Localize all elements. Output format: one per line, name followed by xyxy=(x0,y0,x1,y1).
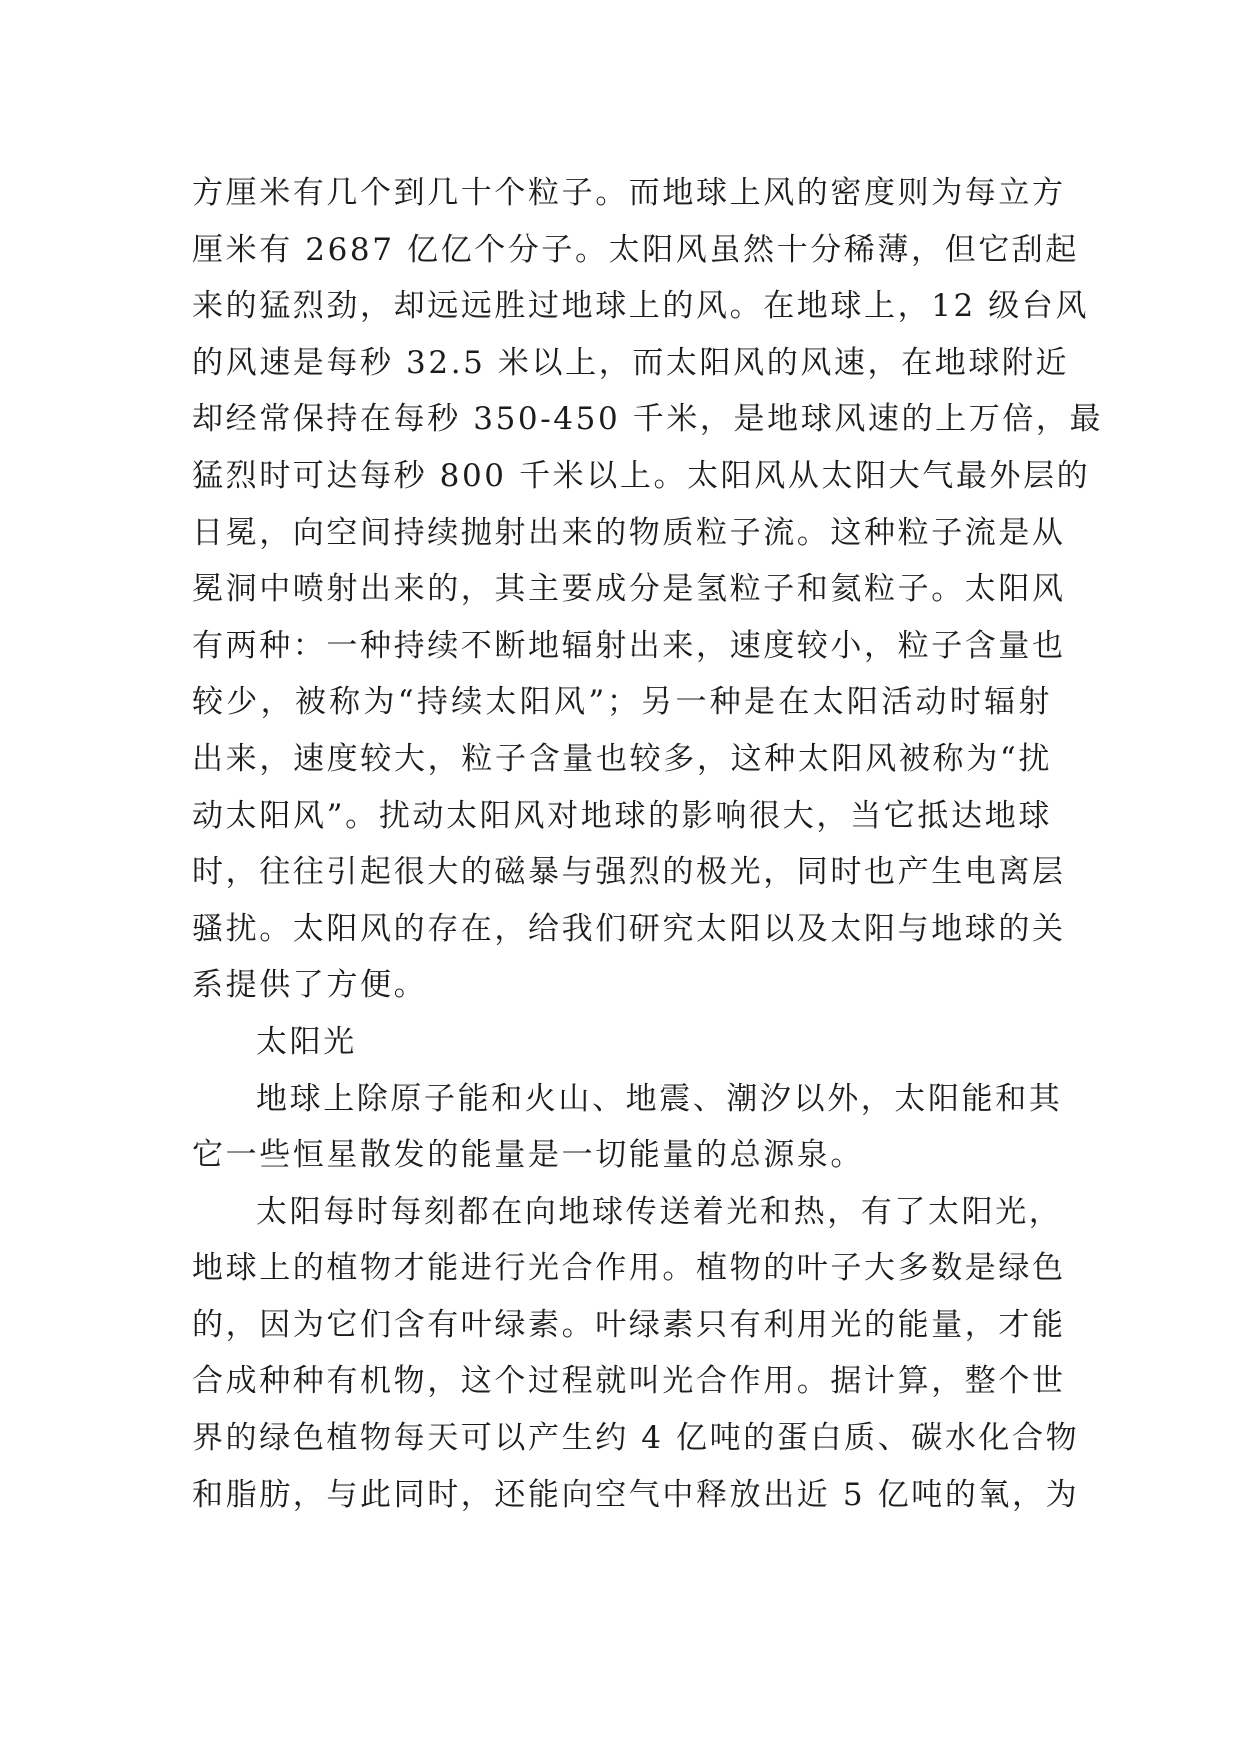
text-line: 骚扰。太阳风的存在，给我们研究太阳以及太阳与地球的关 xyxy=(192,910,1066,947)
document-body xyxy=(192,165,1104,1523)
text-line: 合成种种有机物，这个过程就叫光合作用。据计算，整个世 xyxy=(192,1363,1066,1400)
text-line: 方厘米有几个到几十个粒子。而地球上风的密度则为每立方 xyxy=(192,175,1066,211)
text-line: 时，往往引起很大的磁暴与强烈的极光，同时也产生电离层 xyxy=(192,854,1066,891)
text-line: 地球上除原子能和火山、地震、潮汐以外，太阳能和其 xyxy=(256,1080,1063,1117)
text-line: 的风速是每秒 32.5 米以上，而太阳风的风速，在地球附近 xyxy=(192,344,1070,381)
text-line: 地球上的植物才能进行光合作用。植物的叶子大多数是绿色 xyxy=(192,1250,1066,1287)
text-line: 冕洞中喷射出来的，其主要成分是氢粒子和氦粒子。太阳风 xyxy=(192,571,1066,608)
text-line: 来的猛烈劲，却远远胜过地球上的风。在地球上，12 级台风 xyxy=(192,288,1090,325)
paragraph-solar-wind xyxy=(192,165,1104,1014)
text-line: 厘米有 2687 亿亿个分子。太阳风虽然十分稀薄，但它刮起 xyxy=(192,231,1079,268)
text-line: 太阳每时每刻都在向地球传送着光和热，有了太阳光， xyxy=(256,1193,1063,1230)
paragraph-energy-source xyxy=(192,1071,1063,1184)
text-line: 它一些恒星散发的能量是一切能量的总源泉。 xyxy=(192,1137,864,1174)
text-line: 和脂肪，与此同时，还能向空气中释放出近 5 亿吨的氧，为 xyxy=(192,1476,1080,1513)
text-line: 动太阳风”。扰动太阳风对地球的影响很大，当它抵达地球 xyxy=(192,797,1052,834)
text-line: 却经常保持在每秒 350-450 千米，是地球风速的上万倍，最 xyxy=(192,401,1104,438)
text-line: 的，因为它们含有叶绿素。叶绿素只有利用光的能量，才能 xyxy=(192,1306,1066,1343)
text-line: 日冕，向空间持续抛射出来的物质粒子流。这种粒子流是从 xyxy=(192,514,1066,551)
text-line: 界的绿色植物每天可以产生约 4 亿吨的蛋白质、碳水化合物 xyxy=(192,1420,1080,1457)
text-line: 较少，被称为“持续太阳风”；另一种是在太阳活动时辐射 xyxy=(192,684,1052,721)
section-heading: 太阳光 xyxy=(256,1023,357,1060)
paragraph-photosynthesis xyxy=(192,1184,1080,1524)
text-line: 猛烈时可达每秒 800 千米以上。太阳风从太阳大气最外层的 xyxy=(192,457,1091,494)
text-line: 系提供了方便。 xyxy=(192,967,428,1004)
text-line: 有两种：一种持续不断地辐射出来，速度较小，粒子含量也 xyxy=(192,627,1066,664)
text-line: 出来，速度较大，粒子含量也较多，这种太阳风被称为“扰 xyxy=(192,740,1052,777)
